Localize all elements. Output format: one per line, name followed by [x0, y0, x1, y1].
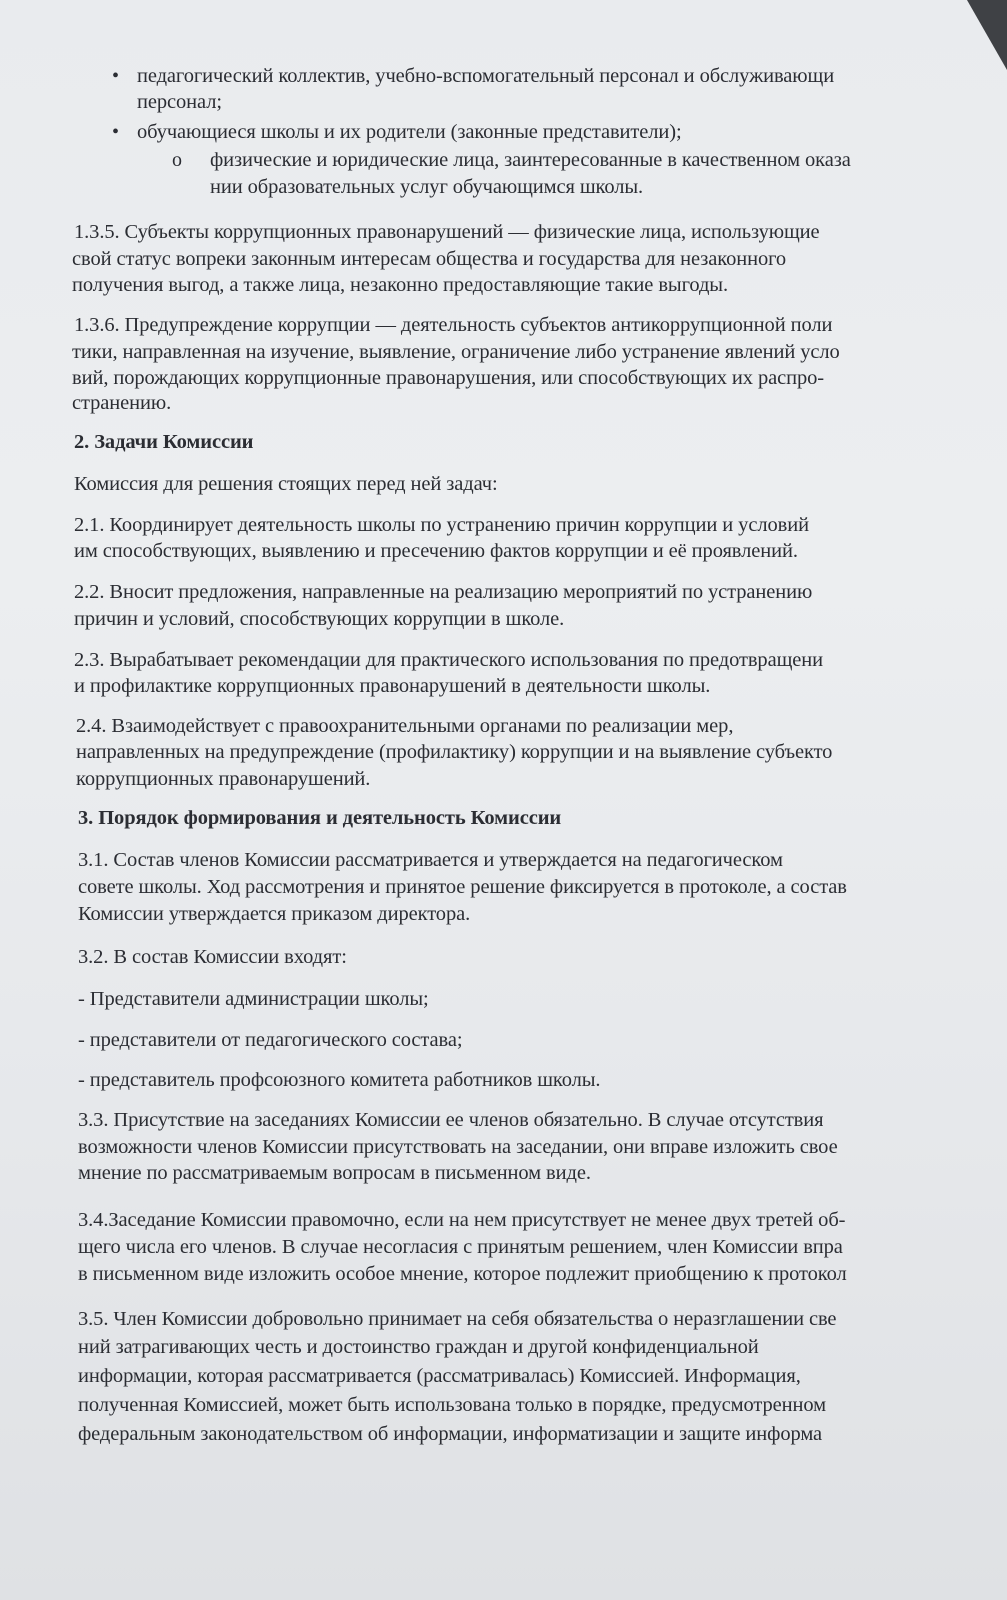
p31-line-1: 3.1. Состав членов Комиссии рассматривается и утверждается на педагогическом: [78, 849, 783, 871]
background-corner: [967, 0, 1007, 70]
p32-line: 3.2. В состав Комиссии входят:: [78, 946, 347, 968]
p31-line-3: Комиссии утверждается приказом директора.: [78, 903, 471, 925]
p135-line-2: свой статус вопреки законным интересам общества и государства для незаконного: [72, 248, 787, 270]
bullet-1-line-2: персонал;: [137, 91, 222, 113]
p35-line-1: 3.5. Член Комиссии добровольно принимает на себя обязательства о неразглашении све: [78, 1308, 837, 1330]
bullet-2-line-1: обучающиеся школы и их родители (законные представители);: [137, 121, 682, 143]
p24-line-3: коррупционных правонарушений.: [76, 768, 371, 790]
p23-line-2: и профилактике коррупционных правонарушений в деятельности школы.: [74, 675, 711, 697]
p135-line-1: 1.3.5. Субъекты коррупционных правонарушений — физические лица, использующие: [74, 221, 820, 243]
p35-line-2: ний затрагивающих честь и достоинство граждан и другой конфиденциальной: [78, 1336, 759, 1358]
section-2-heading: 2. Задачи Комиссии: [74, 431, 254, 453]
p34-line-1: 3.4.Заседание Комиссии правомочно, если на нем присутствует не менее двух третей об-: [78, 1209, 846, 1231]
p135-line-3: получения выгод, а также лица, незаконно предоставляющие такие выгоды.: [72, 274, 728, 296]
p24-line-1: 2.4. Взаимодействует с правоохранительными органами по реализации мер,: [76, 715, 734, 737]
p34-line-2: щего числа его членов. В случае несогласия с принятым решением, член Комиссии впра: [78, 1236, 843, 1258]
p22-line-2: причин и условий, способствующих коррупции в школе.: [74, 608, 565, 630]
list-item-2: - представители от педагогического состава;: [78, 1029, 463, 1051]
list-item-3: - представитель профсоюзного комитета работников школы.: [78, 1069, 601, 1091]
p33-line-3: мнение по рассматриваемым вопросам в письменном виде.: [78, 1162, 591, 1184]
p22-line-1: 2.2. Вносит предложения, направленные на реализацию мероприятий по устранению: [74, 581, 813, 603]
p35-line-3: информации, которая рассматривается (рассматривалась) Комиссией. Информация,: [78, 1365, 801, 1387]
p35-line-4: полученная Комиссией, может быть использована только в порядке, предусмотренном: [78, 1394, 827, 1416]
p136-line-4: странению.: [72, 392, 172, 414]
p33-line-1: 3.3. Присутствие на заседаниях Комиссии ее членов обязательно. В случае отсутствия: [78, 1109, 824, 1131]
bullet-3-line-1: физические и юридические лица, заинтересованные в качественном оказа: [210, 149, 851, 171]
p33-line-2: возможности членов Комиссии присутствовать на заседании, они вправе изложить свое: [78, 1136, 838, 1158]
p35-line-5: федеральным законодательством об информации, информатизации и защите информа: [78, 1423, 823, 1445]
p136-line-1: 1.3.6. Предупреждение коррупции — деятельность субъектов антикоррупционной поли: [74, 314, 833, 336]
p136-line-2: тики, направленная на изучение, выявление, ограничение либо устранение явлений усло: [72, 341, 840, 363]
p34-line-3: в письменном виде изложить особое мнение, которое подлежит приобщению к протокол: [78, 1263, 847, 1285]
section-2-intro: Комиссия для решения стоящих перед ней задач:: [74, 473, 498, 495]
bullet-marker: •: [112, 65, 120, 87]
bullet-marker: •: [112, 121, 120, 143]
sub-bullet-marker: o: [172, 149, 182, 171]
list-item-1: - Представители администрации школы;: [78, 988, 429, 1010]
p23-line-1: 2.3. Вырабатывает рекомендации для практического использования по предотвращени: [74, 649, 823, 671]
p21-line-1: 2.1. Координирует деятельность школы по устранению причин коррупции и условий: [74, 514, 809, 536]
p21-line-2: им способствующих, выявлению и пресечению фактов коррупции и её проявлений.: [74, 540, 798, 562]
section-3-heading: 3. Порядок формирования и деятельность Комиссии: [78, 807, 562, 829]
p24-line-2: направленных на предупреждение (профилактику) коррупции и на выявление субъекто: [76, 741, 833, 763]
p31-line-2: совете школы. Ход рассмотрения и принятое решение фиксируется в протоколе, а состав: [78, 876, 847, 898]
bullet-3-line-2: нии образовательных услуг обучающимся школы.: [210, 176, 644, 198]
p136-line-3: вий, порождающих коррупционные правонарушения, или способствующих их распро-: [72, 367, 825, 389]
bullet-1-line-1: педагогический коллектив, учебно-вспомогательный персонал и обслуживающи: [137, 65, 835, 87]
